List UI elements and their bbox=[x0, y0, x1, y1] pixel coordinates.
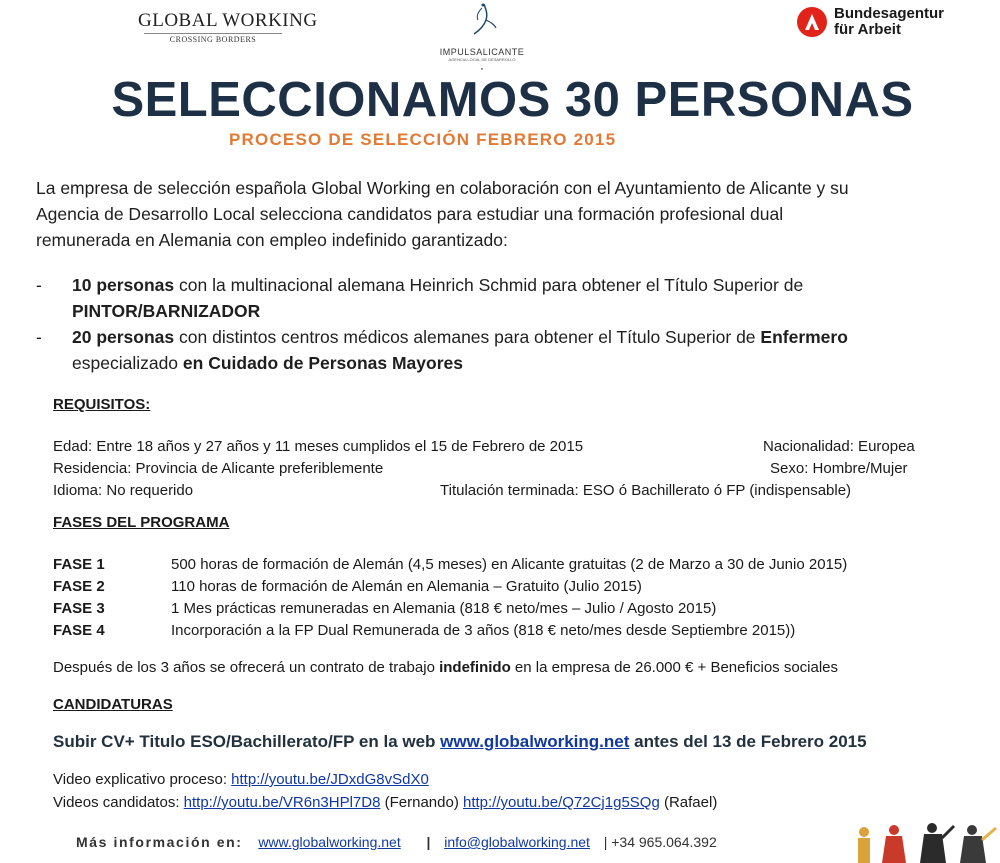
fase-label: FASE 1 bbox=[53, 556, 105, 573]
intro-line: Agencia de Desarrollo Local selecciona candidatos para estudiar una formación profesional dual bbox=[36, 204, 784, 224]
candidaturas-instructions bbox=[53, 732, 867, 752]
fase-row bbox=[53, 556, 993, 576]
video-candidatos-line bbox=[53, 794, 717, 811]
fase-text: 500 horas de formación de Alemán (4,5 meses) en Alicante gratuitas (2 de Marzo a 30 de Junio 2015) bbox=[171, 556, 848, 573]
fase-row bbox=[53, 622, 993, 642]
impuls-alicante-logo bbox=[436, 2, 528, 71]
intro-paragraph bbox=[36, 175, 1000, 253]
cand-web-link[interactable]: www.globalworking.net bbox=[440, 732, 630, 751]
bullet-text: especializado bbox=[72, 353, 183, 373]
req-titulacion: Titulación terminada: ESO ó Bachillerato ó FP (indispensable) bbox=[440, 482, 852, 499]
cand-post: antes del 13 de Febrero 2015 bbox=[629, 732, 867, 751]
video-link-fernando[interactable]: http://youtu.be/VR6n3HPl7D8 bbox=[183, 794, 381, 811]
arbeitsagentur-a-icon bbox=[796, 6, 828, 38]
bundesagentur-line1: Bundesagentur bbox=[834, 5, 945, 22]
bullet-list bbox=[36, 272, 1000, 376]
fase-text: 110 horas de formación de Alemán en Alemania – Gratuito (Julio 2015) bbox=[171, 578, 642, 595]
video-proceso-line bbox=[53, 771, 429, 788]
impuls-alicante-sub: AGENCIA LOCAL DE DESARROLLO bbox=[448, 57, 516, 62]
req-residencia: Residencia: Provincia de Alicante preferiblemente bbox=[53, 460, 384, 477]
fase-label: FASE 2 bbox=[53, 578, 105, 595]
after-post: en la empresa de 26.000 € + Beneficios sociales bbox=[510, 659, 839, 676]
list-item bbox=[36, 272, 1000, 324]
video-name-fernando: (Fernando) bbox=[380, 794, 463, 811]
global-working-tagline: CROSSING BORDERS bbox=[169, 35, 257, 44]
dancer-icon bbox=[462, 2, 502, 40]
req-idioma: Idioma: No requerido bbox=[53, 482, 194, 499]
footer-separator: | bbox=[426, 834, 431, 850]
city-seal-icon: ● bbox=[480, 66, 484, 71]
impuls-alicante-name: IMPULSALICANTE bbox=[439, 47, 525, 57]
req-sexo: Sexo: Hombre/Mujer bbox=[770, 460, 908, 477]
req-nacionalidad: Nacionalidad: Europea bbox=[763, 438, 915, 455]
video-link-rafael[interactable]: http://youtu.be/Q72Cj1g5SQg bbox=[463, 794, 660, 811]
footer bbox=[76, 834, 717, 850]
workers-silhouettes-icon bbox=[850, 820, 1000, 863]
video-proceso-link[interactable]: http://youtu.be/JDxdG8vSdX0 bbox=[231, 771, 429, 788]
bullet-dash: - bbox=[36, 327, 42, 347]
bullet-text: con la multinacional alemana Heinrich Schmid para obtener el Título Superior de bbox=[174, 275, 804, 295]
global-working-logo bbox=[138, 10, 318, 44]
bullet-text: con distintos centros médicos alemanes para obtener el Título Superior de bbox=[174, 327, 761, 347]
bundesagentur-text bbox=[834, 6, 944, 38]
video-proceso-label: Video explicativo proceso: bbox=[53, 771, 232, 788]
page-title: SELECCIONAMOS 30 PERSONAS bbox=[111, 73, 914, 127]
footer-web-link[interactable]: www.globalworking.net bbox=[258, 834, 401, 850]
after-pre: Después de los 3 años se ofrecerá un contrato de trabajo bbox=[53, 659, 440, 676]
fases-heading: FASES DEL PROGRAMA bbox=[53, 514, 230, 531]
bundesagentur-line2: für Arbeit bbox=[834, 21, 901, 38]
bullet-bold: 10 personas bbox=[72, 275, 175, 295]
footer-label: Más información en: bbox=[76, 834, 243, 850]
cand-pre: Subir CV+ Titulo ESO/Bachillerato/FP en la web bbox=[53, 732, 441, 751]
after-bold: indefinido bbox=[439, 659, 511, 676]
fase-row bbox=[53, 600, 993, 620]
fase-label: FASE 3 bbox=[53, 600, 105, 617]
intro-line: La empresa de selección española Global Working en colaboración con el Ayuntamiento de Alicante y su bbox=[36, 178, 849, 198]
footer-email-link[interactable]: info@globalworking.net bbox=[444, 834, 590, 850]
bullet-bold: Enfermero bbox=[760, 327, 848, 347]
list-item bbox=[36, 324, 1000, 376]
bullet-dash: - bbox=[36, 275, 42, 295]
req-edad: Edad: Entre 18 años y 27 años y 11 meses cumplidos el 15 de Febrero de 2015 bbox=[53, 438, 584, 455]
fase-row bbox=[53, 578, 993, 598]
fase-label: FASE 4 bbox=[53, 622, 105, 639]
video-candidatos-label: Videos candidatos: bbox=[53, 794, 184, 811]
intro-line: remunerada en Alemania con empleo indefinido garantizado: bbox=[36, 230, 508, 250]
fase-text: 1 Mes prácticas remuneradas en Alemania (818 € neto/mes – Julio / Agosto 2015) bbox=[171, 600, 717, 617]
global-working-name: GLOBAL WORKING bbox=[138, 10, 318, 31]
candidaturas-heading: CANDIDATURAS bbox=[53, 696, 173, 713]
requisitos-heading: REQUISITOS: bbox=[53, 396, 151, 413]
after-program-text bbox=[53, 659, 838, 676]
page-subtitle: PROCESO DE SELECCIÓN FEBRERO 2015 bbox=[229, 130, 617, 149]
bullet-bold: 20 personas bbox=[72, 327, 175, 347]
bullet-bold: PINTOR/BARNIZADOR bbox=[72, 301, 261, 321]
video-name-rafael: (Rafael) bbox=[659, 794, 718, 811]
bullet-bold: en Cuidado de Personas Mayores bbox=[182, 353, 463, 373]
logo-divider bbox=[144, 33, 282, 34]
footer-phone: | +34 965.064.392 bbox=[603, 834, 717, 850]
fase-text: Incorporación a la FP Dual Remunerada de 3 años (818 € neto/mes desde Septiembre 2015)) bbox=[171, 622, 796, 639]
